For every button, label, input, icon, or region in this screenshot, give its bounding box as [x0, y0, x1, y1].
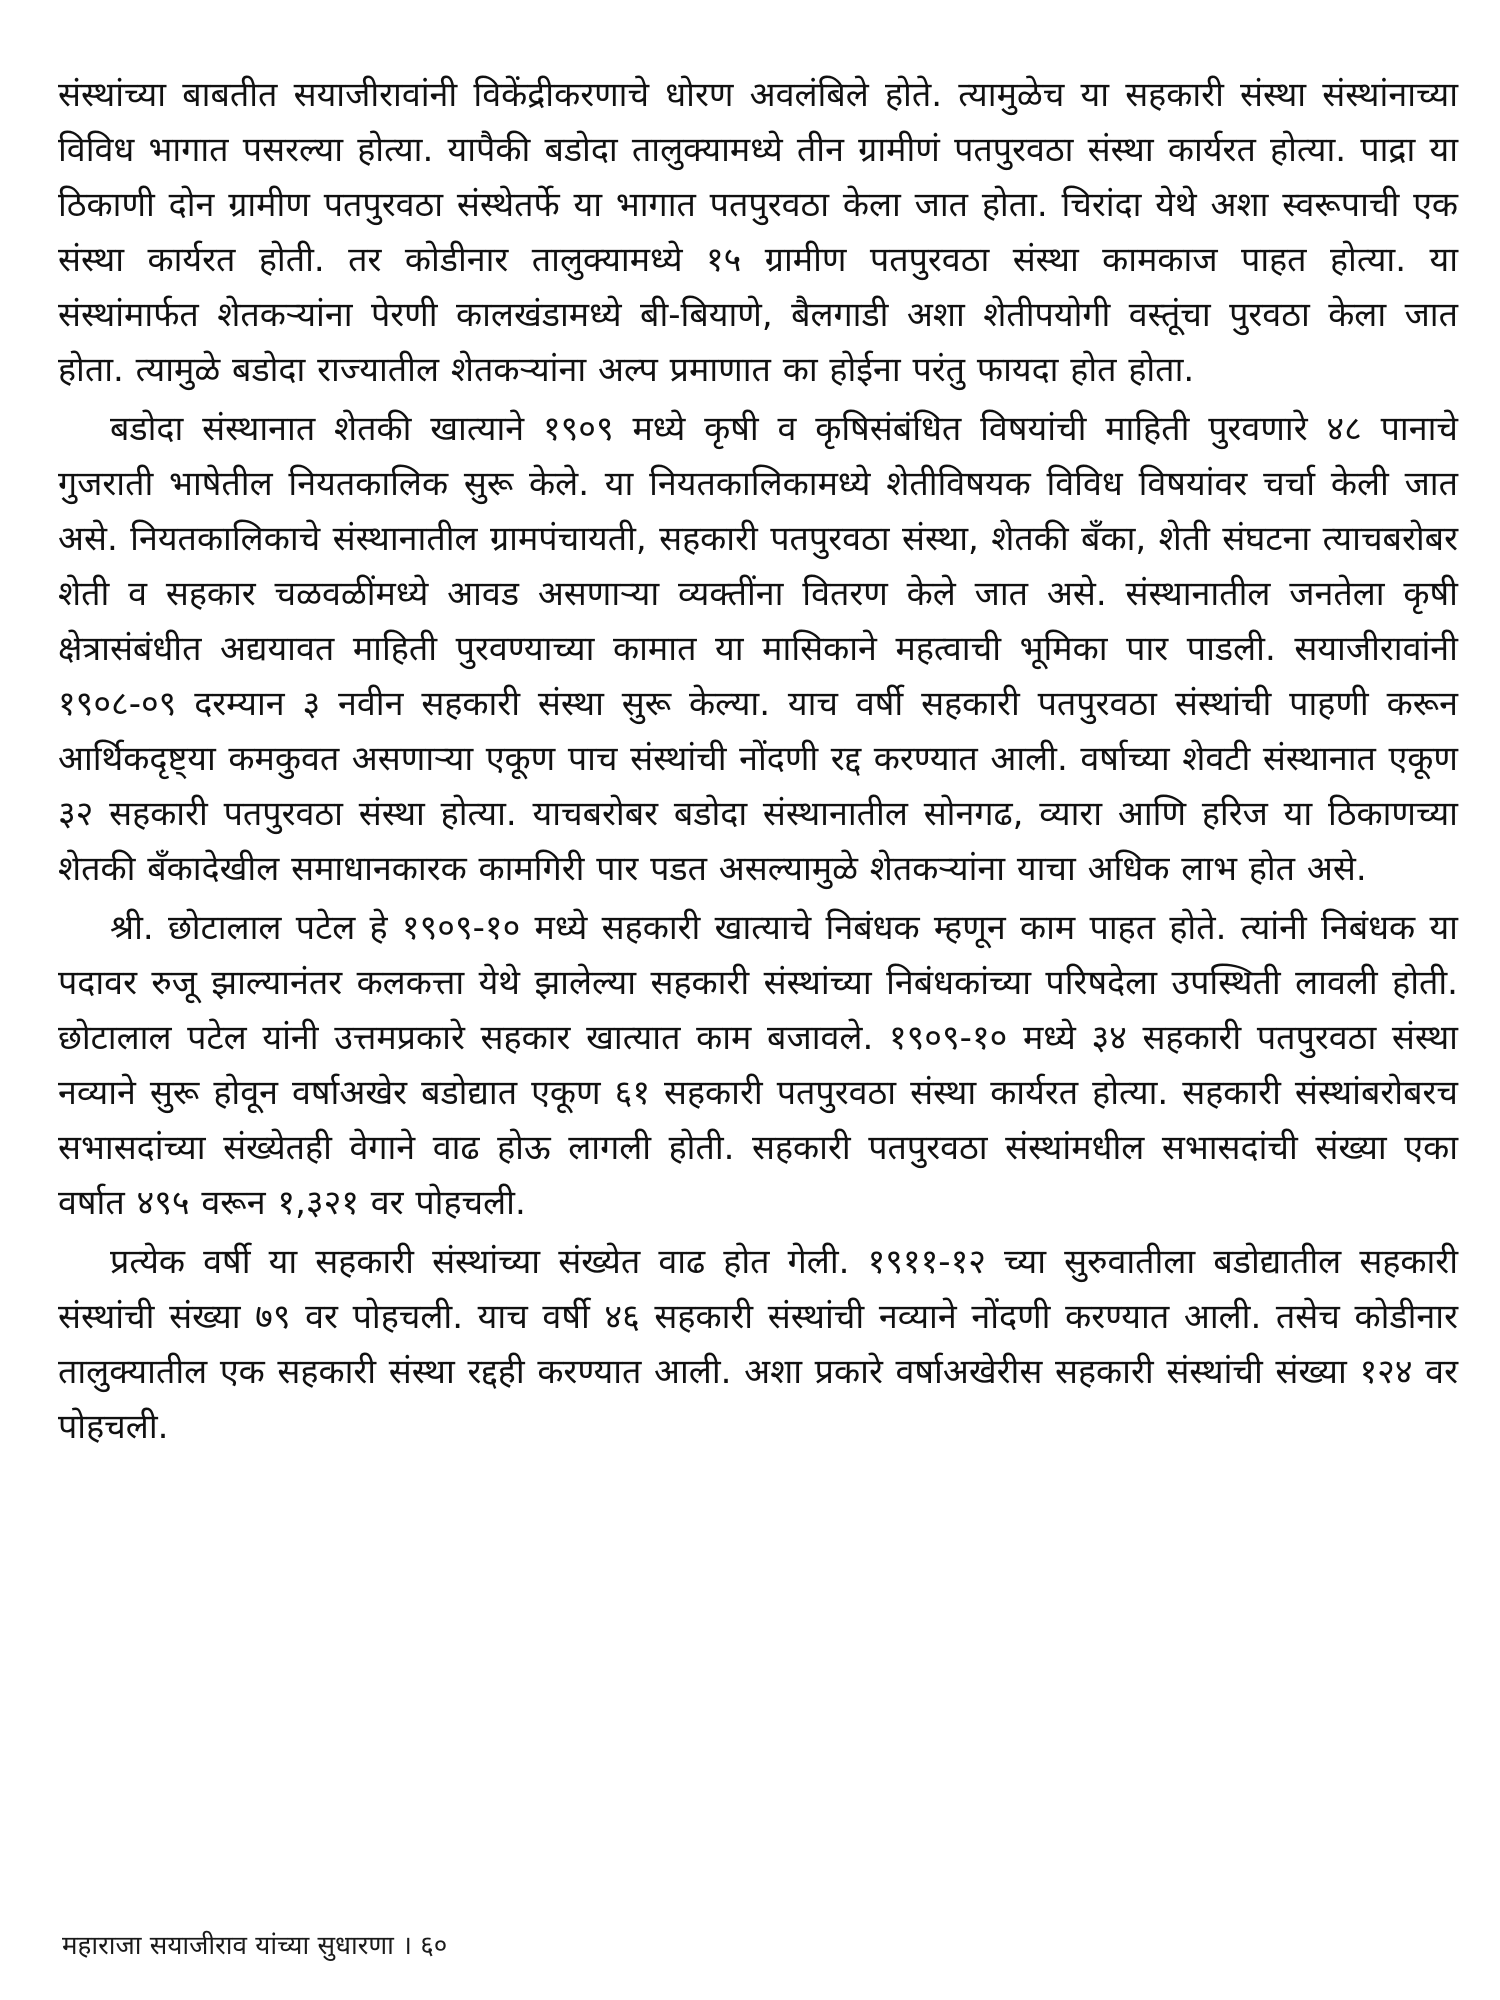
- paragraph-2: बडोदा संस्थानात शेतकी खात्याने १९०९ मध्ये कृषी व कृषिसंबंधित विषयांची माहिती पुरवणारे ४८ पानाचे गुजराती भाषेतील नियतकालिक सुरू केले. या नियतकालिकामध्ये शेतीविषयक विविध विषयांवर चर्चा केली जात असे. नियतकालिकाचे संस्थानातील ग्रामपंचायती, सहकारी पतपुरवठा संस्था, शेतकी बँका, शेती संघटना त्याचबरोबर शेती व सहकार चळवळींमध्ये आवड असणाऱ्या व्यक्तींना वितरण केले जात असे. संस्थानातील जनतेला कृषी क्षेत्रासंबंधीत अद्ययावत माहिती पुरवण्याच्या कामात या मासिकाने महत्वाची भूमिका पार पाडली. सयाजीरावांनी १९०८-०९ दरम्यान ३ नवीन सहकारी संस्था सुरू केल्या. याच वर्षी सहकारी पतपुरवठा संस्थांची पाहणी करून आर्थिकदृष्ट्या कमकुवत असणाऱ्या एकूण पाच संस्थांची नोंदणी रद्द करण्यात आली. वर्षाच्या शेवटी संस्थानात एकूण ३२ सहकारी पतपुरवठा संस्था होत्या. याचबरोबर बडोदा संस्थानातील सोनगढ, व्यारा आणि हरिज या ठिकाणच्या शेतकी बँकादेखील समाधानकारक कामगिरी पार पडत असल्यामुळे शेतकऱ्यांना याचा अधिक लाभ होत असे.: [58, 409, 1458, 889]
- paragraph-3: श्री. छोटालाल पटेल हे १९०९-१० मध्ये सहकारी खात्याचे निबंधक म्हणून काम पाहत होते. त्यांनी निबंधक या पदावर रुजू झाल्यानंतर कलकत्ता येथे झालेल्या सहकारी संस्थांच्या निबंधकांच्या परिषदेला उपस्थिती लावली होती. छोटालाल पटेल यांनी उत्तमप्रकारे सहकार खात्यात काम बजावले. १९०९-१० मध्ये ३४ सहकारी पतपुरवठा संस्था नव्याने सुरू होवून वर्षाअखेर बडोद्यात एकूण ६१ सहकारी पतपुरवठा संस्था कार्यरत होत्या. सहकारी संस्थांबरोबरच सभासदांच्या संख्येतही वेगाने वाढ होऊ लागली होती. सहकारी पतपुरवठा संस्थांमधील सभासदांची संख्या एका वर्षात ४९५ वरून १,३२१ वर पोहचली.: [58, 908, 1458, 1223]
- paragraph-1: संस्थांच्या बाबतीत सयाजीरावांनी विकेंद्रीकरणाचे धोरण अवलंबिले होते. त्यामुळेच या सहकारी संस्था संस्थांनाच्या विविध भागात पसरल्या होत्या. यापैकी बडोदा तालुक्यामध्ये तीन ग्रामीणं पतपुरवठा संस्था कार्यरत होत्या. पाद्रा या ठिकाणी दोन ग्रामीण पतपुरवठा संस्थेतर्फे या भागात पतपुरवठा केला जात होता. चिरांदा येथे अशा स्वरूपाची एक संस्था कार्यरत होती. तर कोडीनार तालुक्यामध्ये १५ ग्रामीण पतपुरवठा संस्था कामकाज पाहत होत्या. या संस्थांमार्फत शेतकऱ्यांना पेरणी कालखंडामध्ये बी-बियाणे, बैलगाडी अशा शेतीपयोगी वस्तूंचा पुरवठा केला जात होता. त्यामुळे बडोदा राज्यातील शेतकऱ्यांना अल्प प्रमाणात का होईना परंतु फायदा होत होता.: [58, 75, 1458, 390]
- page-body: [58, 68, 1458, 1455]
- paragraph-4: प्रत्येक वर्षी या सहकारी संस्थांच्या संख्येत वाढ होत गेली. १९११-१२ च्या सुरुवातीला बडोद्यातील सहकारी संस्थांची संख्या ७९ वर पोहचली. याच वर्षी ४६ सहकारी संस्थांची नव्याने नोंदणी करण्यात आली. तसेच कोडीनार तालुक्यातील एक सहकारी संस्था रद्दही करण्यात आली. अशा प्रकारे वर्षाअखेरीस सहकारी संस्थांची संख्या १२४ वर पोहचली.: [58, 1242, 1458, 1447]
- page-footer: महाराजा सयाजीराव यांच्या सुधारणा । ६०: [62, 1931, 448, 1961]
